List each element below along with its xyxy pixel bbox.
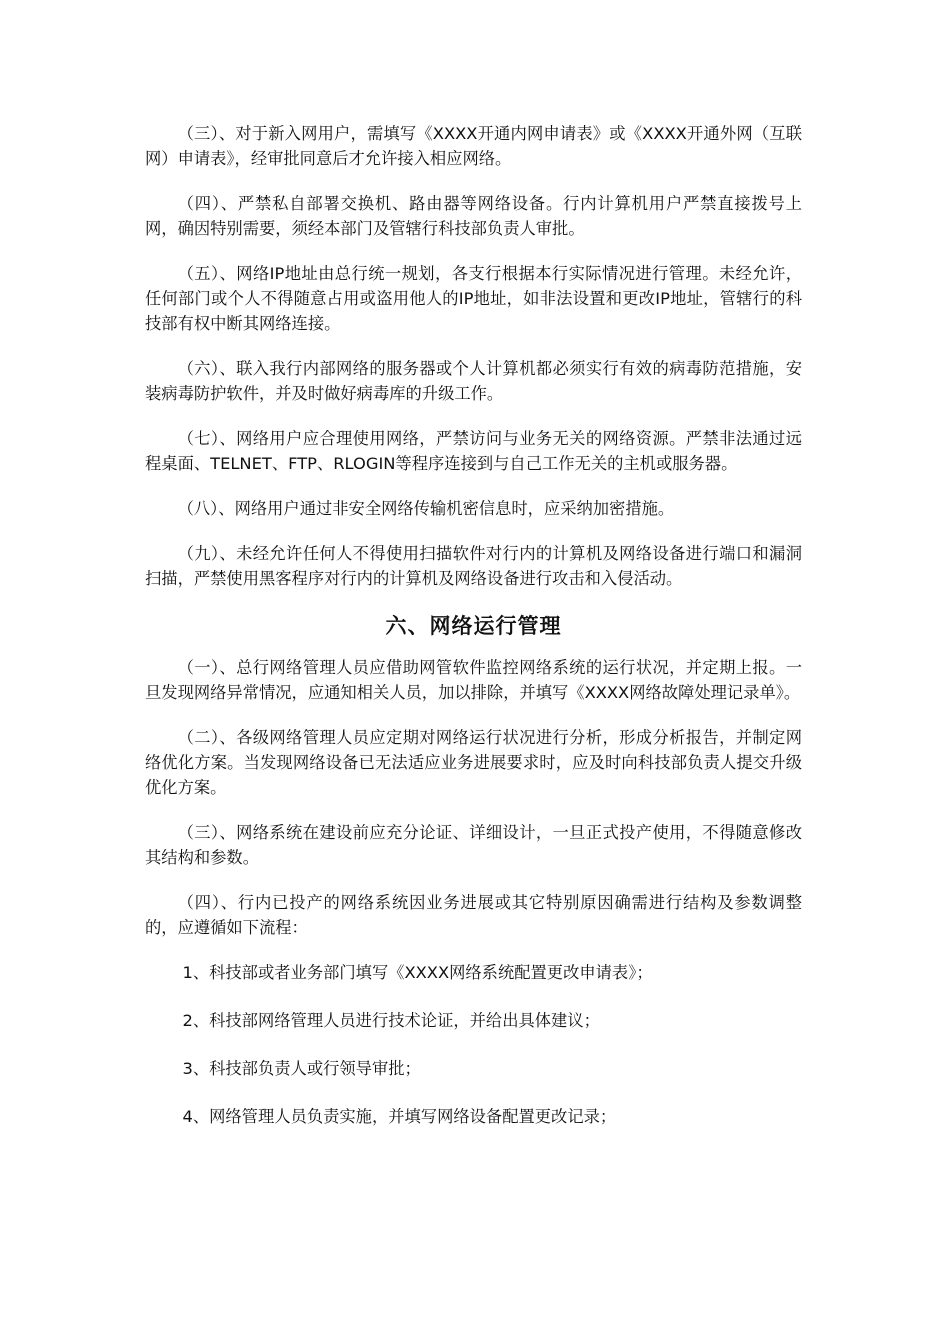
paragraph-6-3: （三）、网络系统在建设前应充分论证、详细设计，一旦正式投产使用，不得随意修改其结构和参数。 [145, 823, 802, 867]
paragraph-5-9: （九）、未经允许任何人不得使用扫描软件对行内的计算机及网络设备进行端口和漏洞扫描，严禁使用黑客程序对行内的计算机及网络设备进行攻击和入侵活动。 [145, 544, 802, 588]
paragraph-5-3: （三）、对于新入网用户，需填写《XXXX开通内网申请表》或《XXXX开通外网（互联网）申请表》，经审批同意后才允许接入相应网络。 [145, 124, 802, 168]
paragraph-5-5: （五）、网络IP地址由总行统一规划，各支行根据本行实际情况进行管理。未经允许，任何部门或个人不得随意占用或盗用他人的IP地址，如非法设置和更改IP地址，管辖行的科技部有权中断其网络连接。 [145, 264, 802, 333]
step-1: 1、科技部或者业务部门填写《XXXX网络系统配置更改申请表》； [182, 963, 653, 982]
step-2: 2、科技部网络管理人员进行技术论证，并给出具体建议； [182, 1011, 600, 1030]
section-heading: 六、网络运行管理 [385, 614, 562, 638]
paragraph-6-4: （四）、行内已投产的网络系统因业务进展或其它特别原因确需进行结构及参数调整的，应遵循如下流程： [145, 893, 802, 937]
step-4: 4、网络管理人员负责实施，并填写网络设备配置更改记录； [182, 1107, 617, 1126]
paragraph-5-6: （六）、联入我行内部网络的服务器或个人计算机都必须实行有效的病毒防范措施，安装病毒防护软件，并及时做好病毒库的升级工作。 [145, 359, 802, 403]
step-3: 3、科技部负责人或行领导审批； [182, 1059, 421, 1078]
paragraph-6-2: （二）、各级网络管理人员应定期对网络运行状况进行分析，形成分析报告，并制定网络优化方案。当发现网络设备已无法适应业务进展要求时，应及时向科技部负责人提交升级优化方案。 [145, 728, 802, 797]
paragraph-6-1: （一）、总行网络管理人员应借助网管软件监控网络系统的运行状况，并定期上报。一旦发现网络异常情况，应通知相关人员，加以排除，并填写《XXXX网络故障处理记录单》。 [145, 658, 802, 702]
paragraph-5-8: （八）、网络用户通过非安全网络传输机密信息时，应采纳加密措施。 [177, 499, 675, 518]
paragraph-5-4: （四）、严禁私自部署交换机、路由器等网络设备。行内计算机用户严禁直接拨号上网，确因特别需要，须经本部门及管辖行科技部负责人审批。 [145, 194, 802, 238]
paragraph-5-7: （七）、网络用户应合理使用网络，严禁访问与业务无关的网络资源。严禁非法通过远程桌面、TELNET、FTP、RLOGIN等程序连接到与自己工作无关的主机或服务器。 [145, 429, 802, 473]
